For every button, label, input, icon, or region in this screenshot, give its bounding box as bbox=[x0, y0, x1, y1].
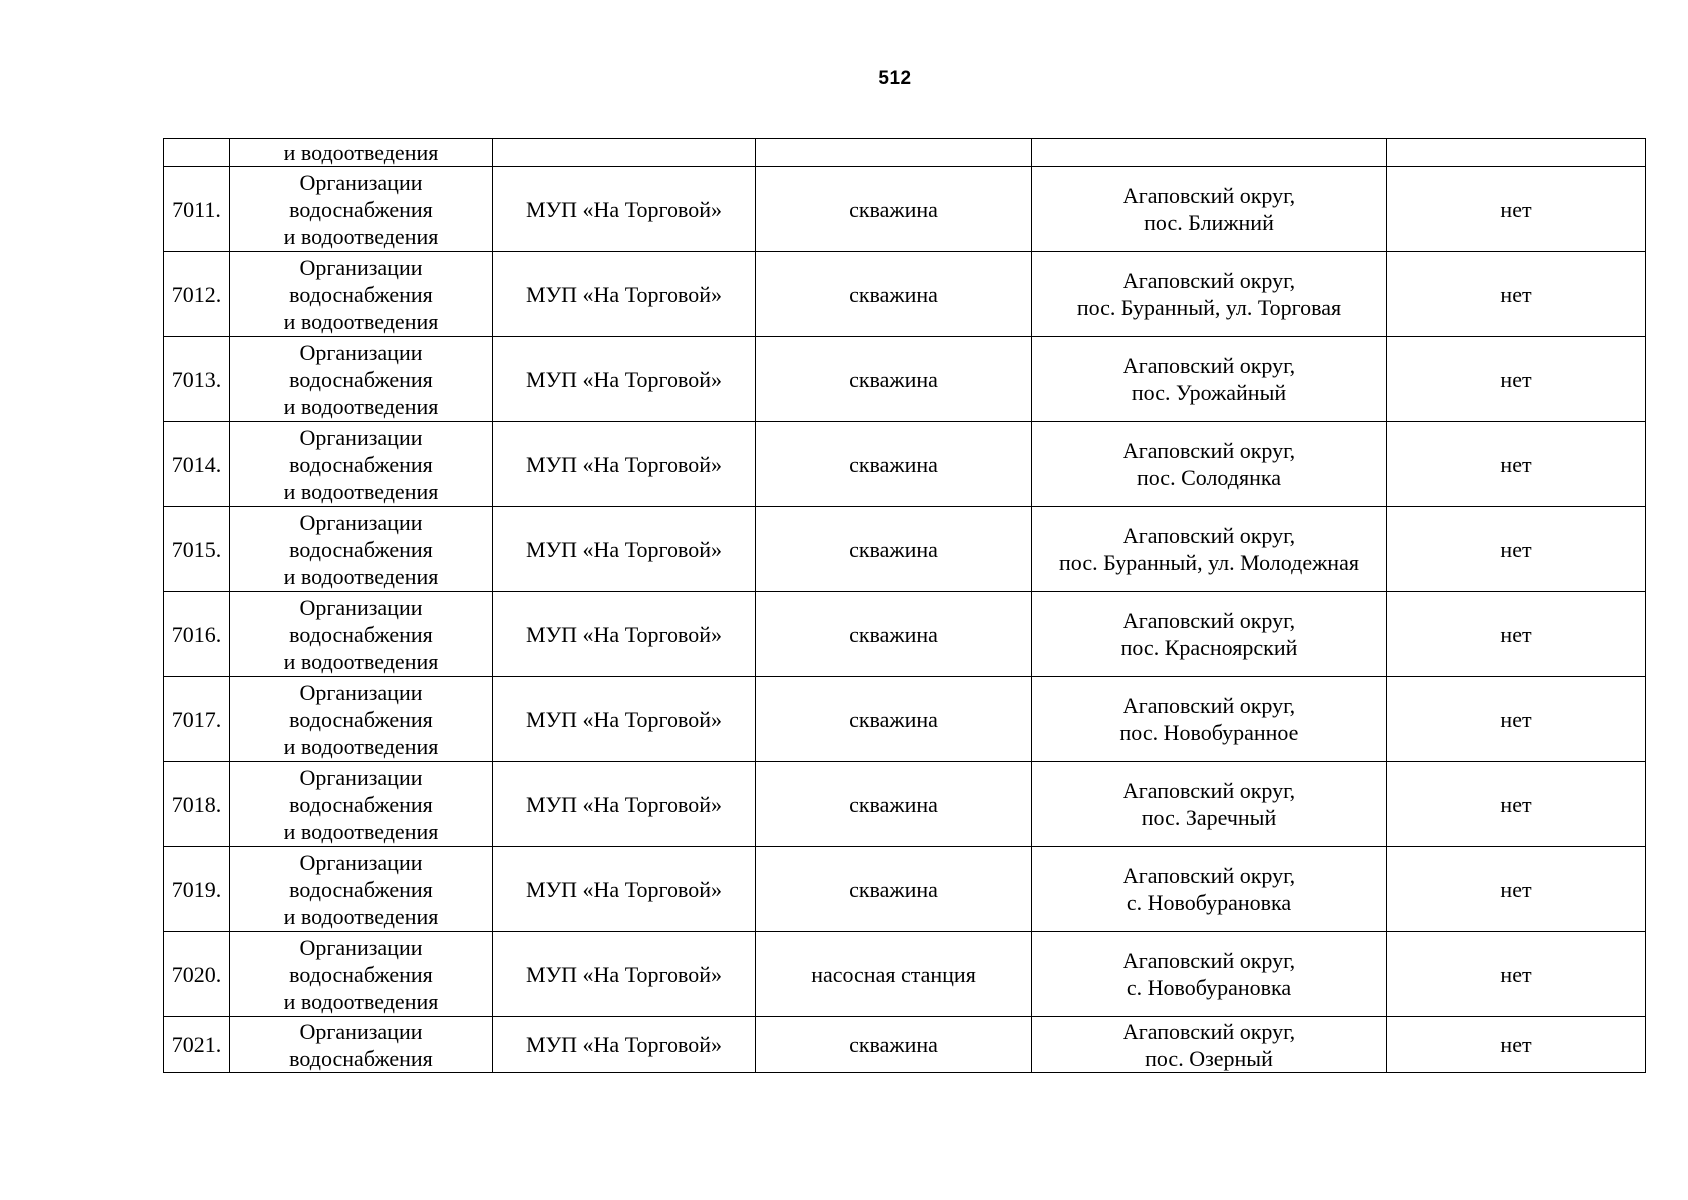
cell-address-text: Агаповский округ, пос. Ближний bbox=[1122, 183, 1296, 235]
cell-category-text: Организации водоснабжения и водоотведения bbox=[283, 934, 439, 1014]
cell-organization-text: МУП «На Торговой» bbox=[526, 1032, 722, 1057]
cell-category-text: Организации водоснабжения и водоотведения bbox=[283, 509, 439, 589]
cell-object bbox=[756, 932, 1032, 1017]
cell-object bbox=[756, 847, 1032, 932]
cell-number bbox=[164, 507, 230, 592]
cell-number-text: 7017. bbox=[171, 706, 222, 732]
cell-organization-text: МУП «На Торговой» bbox=[526, 196, 722, 222]
cell-address bbox=[1032, 337, 1387, 422]
cell-category bbox=[230, 762, 493, 847]
cell-object-text: скважина bbox=[849, 451, 938, 477]
cell-organization-text: МУП «На Торговой» bbox=[526, 281, 722, 307]
cell-address bbox=[1032, 762, 1387, 847]
cell-object-text: скважина bbox=[849, 536, 938, 562]
cell-organization-text: МУП «На Торговой» bbox=[526, 791, 722, 817]
cell-object bbox=[756, 422, 1032, 507]
cell-number-text: 7015. bbox=[171, 536, 222, 562]
cell-address bbox=[1032, 507, 1387, 592]
table-row bbox=[164, 677, 1646, 762]
cell-organization bbox=[493, 677, 756, 762]
table-row bbox=[164, 337, 1646, 422]
cell-object-text: скважина bbox=[849, 876, 938, 902]
cell-category-text: Организации водоснабжения и водоотведения bbox=[283, 849, 439, 929]
cell-address bbox=[1032, 847, 1387, 932]
cell-category bbox=[230, 507, 493, 592]
cell-address bbox=[1032, 592, 1387, 677]
cell-number bbox=[164, 1017, 230, 1073]
cell-address-text: Агаповский округ, пос. Урожайный bbox=[1122, 353, 1296, 405]
cell-object bbox=[756, 139, 1032, 167]
cell-number bbox=[164, 252, 230, 337]
cell-number-text: 7011. bbox=[172, 196, 221, 222]
table-row bbox=[164, 507, 1646, 592]
cell-flag bbox=[1387, 932, 1646, 1017]
cell-organization-text: МУП «На Торговой» bbox=[526, 366, 722, 392]
cell-object-text: скважина bbox=[849, 281, 938, 307]
cell-flag-text: нет bbox=[1500, 281, 1532, 307]
cell-address bbox=[1032, 932, 1387, 1017]
cell-flag bbox=[1387, 847, 1646, 932]
cell-number-text: 7021. bbox=[171, 1032, 222, 1057]
registry-table-body bbox=[164, 139, 1646, 1073]
cell-number bbox=[164, 337, 230, 422]
cell-flag-text: нет bbox=[1500, 961, 1532, 987]
cell-object-text: скважина bbox=[849, 621, 938, 647]
cell-organization bbox=[493, 167, 756, 252]
cell-address-text: Агаповский округ, с. Новобурановка bbox=[1122, 948, 1296, 1000]
cell-object-text: насосная станция bbox=[811, 961, 976, 987]
cell-flag bbox=[1387, 422, 1646, 507]
cell-address bbox=[1032, 139, 1387, 167]
cell-number bbox=[164, 139, 230, 167]
table-row bbox=[164, 167, 1646, 252]
cell-number bbox=[164, 847, 230, 932]
cell-organization-text: МУП «На Торговой» bbox=[526, 451, 722, 477]
cell-flag-text: нет bbox=[1500, 621, 1532, 647]
cell-organization bbox=[493, 507, 756, 592]
cell-number bbox=[164, 167, 230, 252]
cell-category bbox=[230, 847, 493, 932]
cell-address-text: Агаповский округ, пос. Красноярский bbox=[1120, 608, 1298, 660]
registry-table bbox=[163, 138, 1646, 1073]
cell-category-text: Организации водоснабжения и водоотведения bbox=[283, 254, 439, 334]
cell-flag-text: нет bbox=[1500, 791, 1532, 817]
cell-address bbox=[1032, 1017, 1387, 1073]
cell-object bbox=[756, 337, 1032, 422]
cell-address bbox=[1032, 252, 1387, 337]
table-row bbox=[164, 422, 1646, 507]
page-number: 512 bbox=[878, 68, 912, 89]
cell-address-text: Агаповский округ, пос. Озерный bbox=[1122, 1018, 1296, 1071]
cell-address bbox=[1032, 167, 1387, 252]
cell-organization bbox=[493, 847, 756, 932]
cell-category-text: Организации водоснабжения и водоотведения bbox=[283, 764, 439, 844]
cell-category bbox=[230, 677, 493, 762]
table-row bbox=[164, 847, 1646, 932]
cell-organization bbox=[493, 139, 756, 167]
cell-number-text: 7014. bbox=[171, 451, 222, 477]
cell-category bbox=[230, 252, 493, 337]
cell-category-text: Организации водоснабжения и водоотведения bbox=[283, 424, 439, 504]
cell-flag-text: нет bbox=[1500, 876, 1532, 902]
cell-number-text: 7016. bbox=[171, 621, 222, 647]
table-row bbox=[164, 762, 1646, 847]
cell-address bbox=[1032, 422, 1387, 507]
cell-object bbox=[756, 592, 1032, 677]
cell-flag bbox=[1387, 507, 1646, 592]
cell-number bbox=[164, 677, 230, 762]
cell-organization bbox=[493, 592, 756, 677]
cell-flag bbox=[1387, 252, 1646, 337]
cell-category bbox=[230, 337, 493, 422]
cell-number bbox=[164, 422, 230, 507]
cell-object-text: скважина bbox=[849, 706, 938, 732]
cell-object-text: скважина bbox=[849, 366, 938, 392]
cell-number bbox=[164, 762, 230, 847]
cell-object-text: скважина bbox=[849, 791, 938, 817]
cell-flag bbox=[1387, 337, 1646, 422]
cell-number-text: 7020. bbox=[171, 961, 222, 987]
cell-flag-text: нет bbox=[1500, 366, 1532, 392]
cell-address-text: Агаповский округ, пос. Буранный, ул. Молодежная bbox=[1059, 523, 1359, 575]
cell-object bbox=[756, 1017, 1032, 1073]
cell-organization-text: МУП «На Торговой» bbox=[526, 706, 722, 732]
cell-organization bbox=[493, 1017, 756, 1073]
cell-flag bbox=[1387, 1017, 1646, 1073]
cell-number-text: 7013. bbox=[171, 366, 222, 392]
cell-category bbox=[230, 932, 493, 1017]
cell-number bbox=[164, 932, 230, 1017]
cell-flag-text: нет bbox=[1500, 536, 1532, 562]
cell-object-text: скважина bbox=[849, 196, 938, 222]
cell-category-text: Организации водоснабжения и водоотведения bbox=[283, 169, 439, 249]
table-row bbox=[164, 932, 1646, 1017]
cell-category-text: Организации водоснабжения bbox=[289, 1018, 433, 1071]
cell-flag-text: нет bbox=[1500, 451, 1532, 477]
table-row bbox=[164, 252, 1646, 337]
cell-organization bbox=[493, 422, 756, 507]
cell-flag bbox=[1387, 762, 1646, 847]
cell-flag-text: нет bbox=[1500, 706, 1532, 732]
cell-number-text: 7012. bbox=[171, 281, 222, 307]
cell-object bbox=[756, 507, 1032, 592]
cell-category-text: Организации водоснабжения и водоотведения bbox=[283, 339, 439, 419]
cell-organization bbox=[493, 932, 756, 1017]
cell-category-text: Организации водоснабжения и водоотведения bbox=[283, 594, 439, 674]
cell-organization bbox=[493, 762, 756, 847]
cell-category bbox=[230, 422, 493, 507]
table-row bbox=[164, 592, 1646, 677]
cell-address-text: Агаповский округ, с. Новобурановка bbox=[1122, 863, 1296, 915]
cell-category bbox=[230, 1017, 493, 1073]
cell-organization-text: МУП «На Торговой» bbox=[526, 621, 722, 647]
cell-address-text: Агаповский округ, пос. Заречный bbox=[1122, 778, 1296, 830]
cell-flag bbox=[1387, 677, 1646, 762]
cell-number-text: 7019. bbox=[171, 876, 222, 902]
cell-object bbox=[756, 167, 1032, 252]
cell-organization-text: МУП «На Торговой» bbox=[526, 961, 722, 987]
cell-organization bbox=[493, 252, 756, 337]
table-row-continuation bbox=[164, 139, 1646, 167]
cell-category bbox=[230, 592, 493, 677]
cell-flag bbox=[1387, 139, 1646, 167]
cell-flag-text: нет bbox=[1500, 1032, 1532, 1057]
cell-address bbox=[1032, 677, 1387, 762]
table-row bbox=[164, 1017, 1646, 1073]
cell-organization-text: МУП «На Торговой» bbox=[526, 876, 722, 902]
cell-flag-text: нет bbox=[1500, 196, 1532, 222]
cell-object bbox=[756, 762, 1032, 847]
cell-address-text: Агаповский округ, пос. Новобуранное bbox=[1119, 693, 1299, 745]
cell-organization-text: МУП «На Торговой» bbox=[526, 536, 722, 562]
cell-category bbox=[230, 167, 493, 252]
cell-object bbox=[756, 252, 1032, 337]
cell-category: и водоотведения bbox=[230, 139, 493, 167]
cell-number-text: 7018. bbox=[171, 791, 222, 817]
cell-address-text: Агаповский округ, пос. Буранный, ул. Торговая bbox=[1076, 268, 1342, 320]
cell-object bbox=[756, 677, 1032, 762]
cell-object-text: скважина bbox=[849, 1032, 938, 1057]
cell-address-text: Агаповский округ, пос. Солодянка bbox=[1122, 438, 1296, 490]
cell-category-text: Организации водоснабжения и водоотведения bbox=[283, 679, 439, 759]
cell-number bbox=[164, 592, 230, 677]
cell-organization bbox=[493, 337, 756, 422]
cell-flag bbox=[1387, 592, 1646, 677]
cell-flag bbox=[1387, 167, 1646, 252]
